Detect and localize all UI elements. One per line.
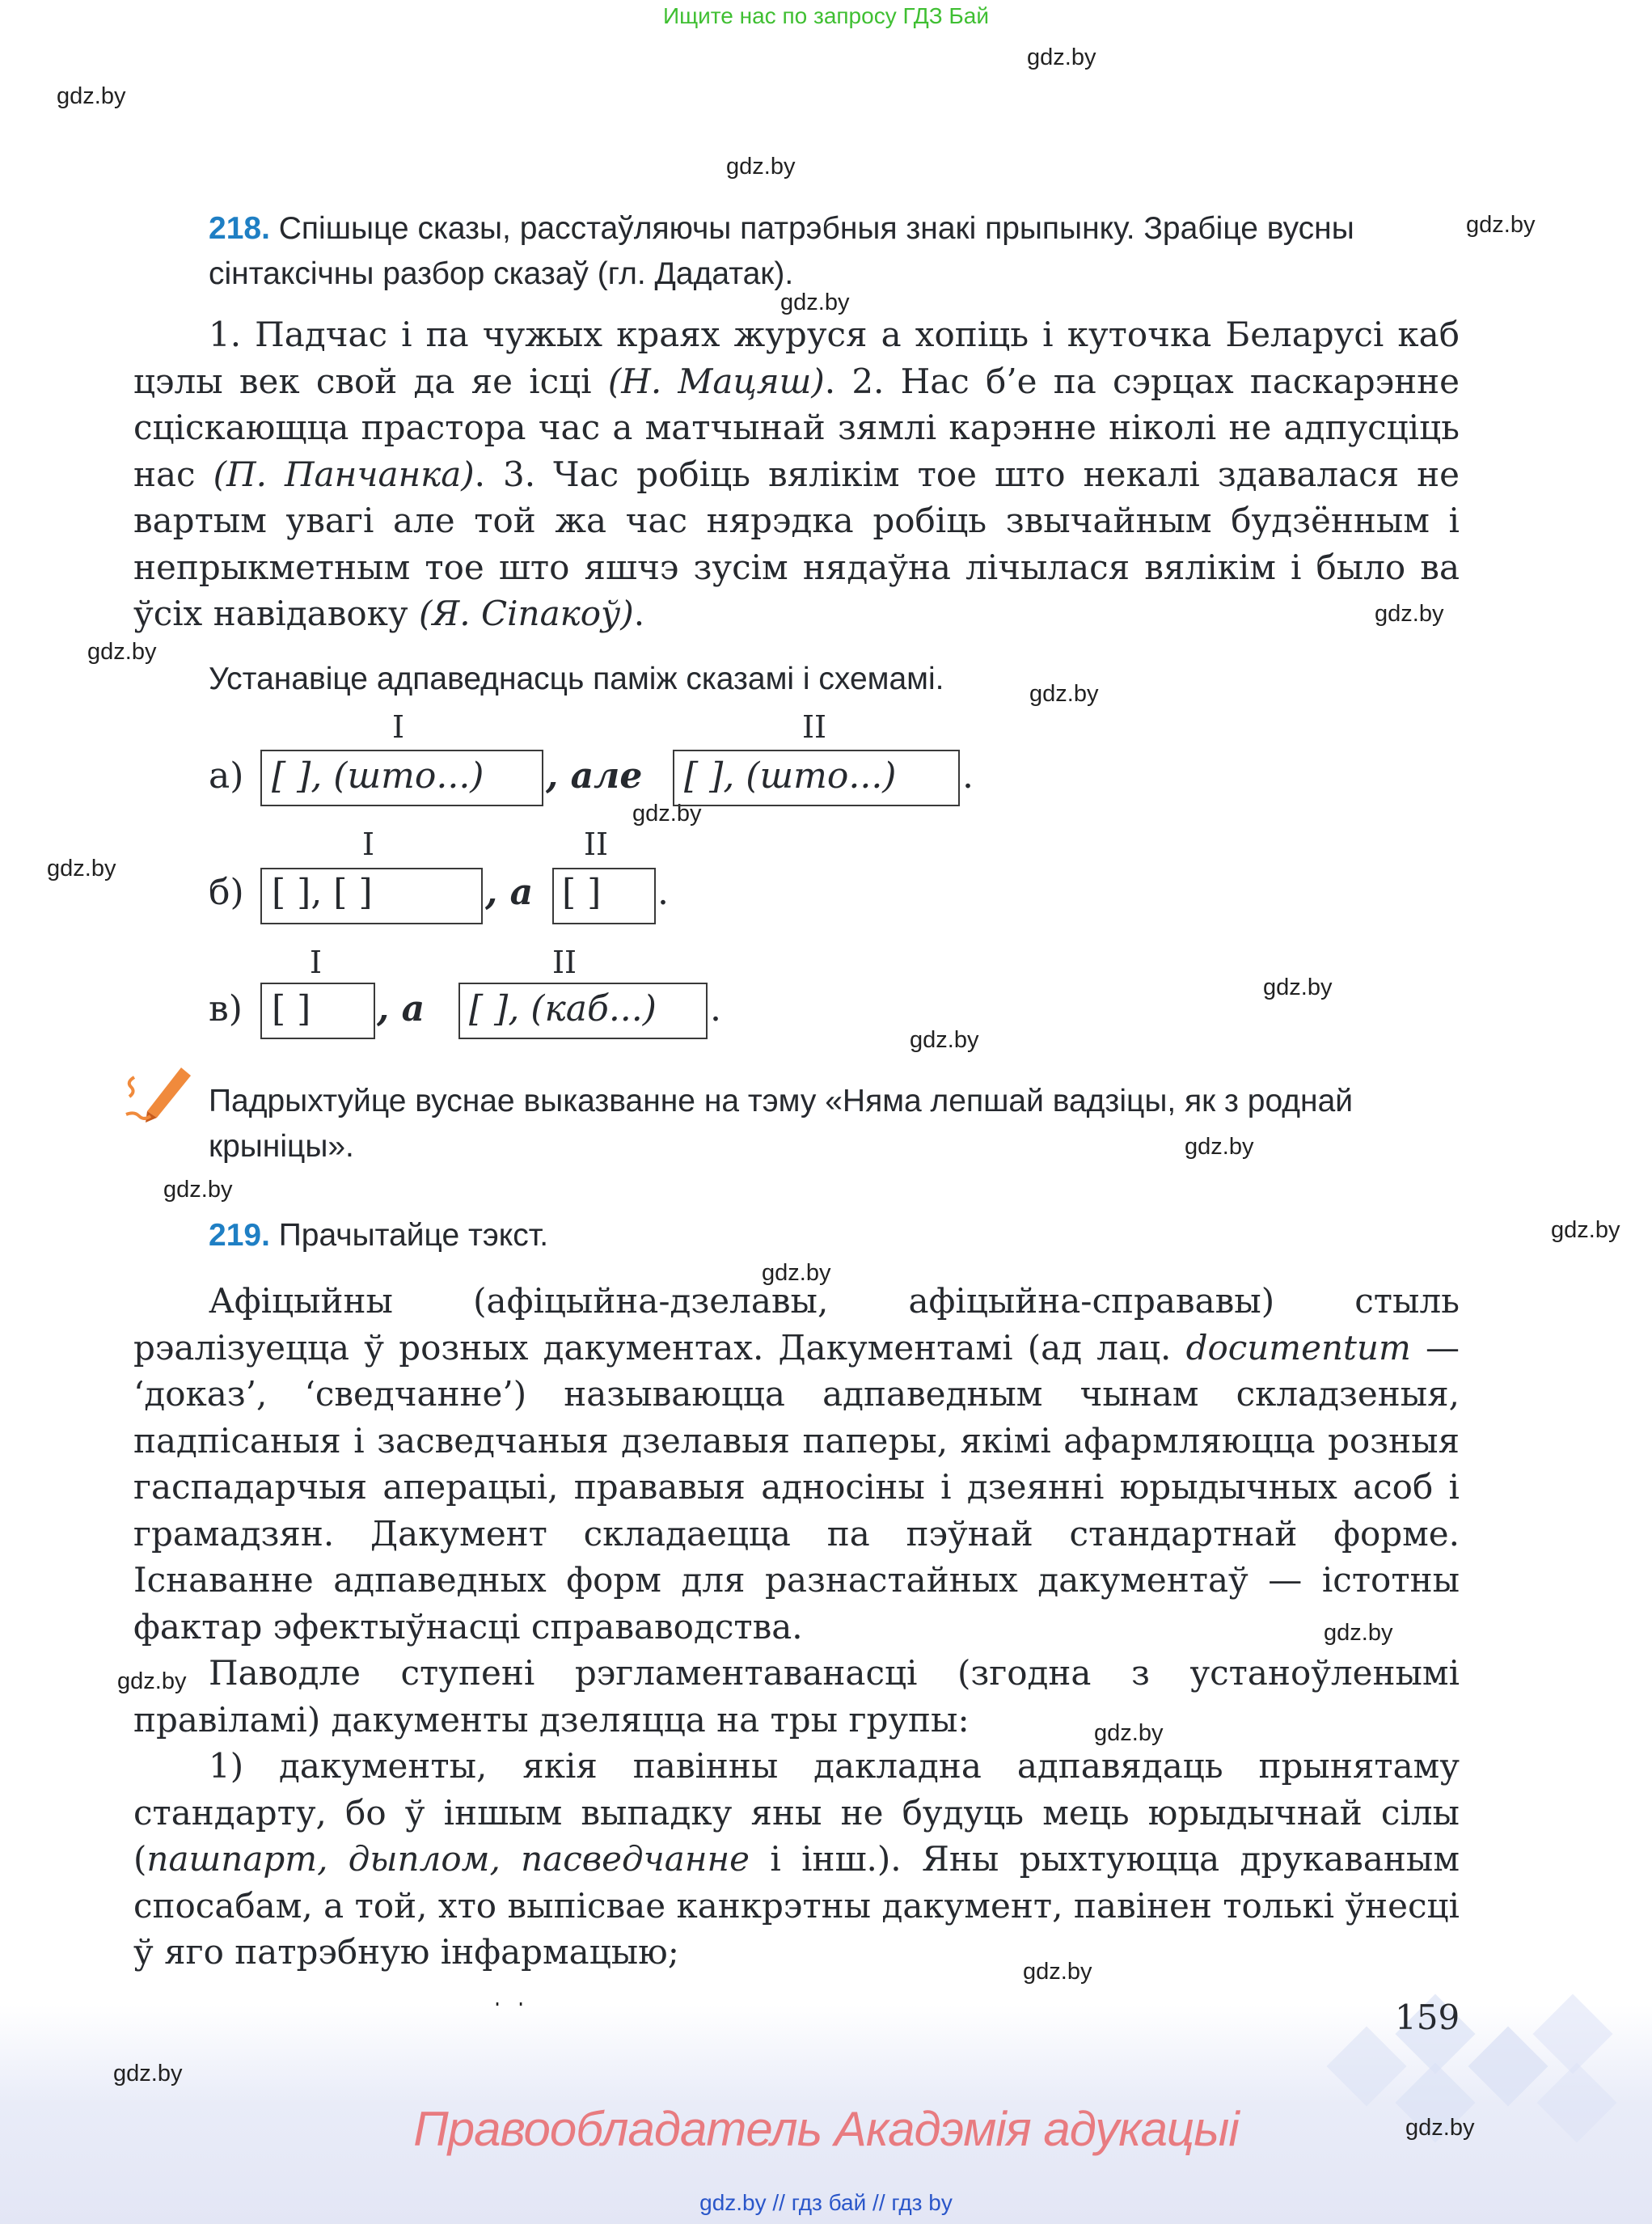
latin-term: documentum <box>1185 1327 1411 1368</box>
clause-number: I <box>392 709 405 745</box>
clause-number: I <box>310 945 323 980</box>
watermark: gdz.by <box>1405 2115 1475 2141</box>
watermark: gdz.by <box>726 154 796 180</box>
speech-task: Падрыхтуйце вуснае выказванне на тэму «Няма лепшай вадзіцы, як з роднай крыніцы». <box>209 1084 1354 1164</box>
task-219-paragraph-1: Афіцыйны (афіцыйна-дзелавы, афіцыйна-справавы) стыль рэалізуецца ў розных дакументах. Дакументамі (ад лац. documentum — ‘доказ’, ‘сведчанне’) называюцца адпаведным чынам складзеныя, падпісаныя і засведчаныя дзелавыя паперы, якімі афармляюцца розныя гаспадарчыя аперацыі, прававыя адносіны і дзеянні юрыдычных асоб і грамадзян. Дакумент складаецца па пэўнай стандартнай форме. Існаванне адпаведных форм для разнастайных дакументаў — істотны фактар эфектыўнасці справаводства. <box>133 1281 1460 1647</box>
sentence-end: . <box>633 594 645 633</box>
watermark: gdz.by <box>1324 1620 1393 1646</box>
instruction-text: Спішыце сказы, расстаўляючы патрэбныя знакі прыпынку. Зрабіце вусны сінтаксічны разбор сказаў (гл. Дадатак). <box>209 211 1354 291</box>
watermark: gdz.by <box>1263 975 1333 1000</box>
watermark: gdz.by <box>117 1668 187 1694</box>
scheme-end: . <box>657 872 669 913</box>
watermark: gdz.by <box>780 290 850 315</box>
rights-holder: Правообладатель Акадэмія адукацыі <box>413 2102 1239 2156</box>
watermark: gdz.by <box>1023 1959 1092 1985</box>
clause-number: II <box>552 945 577 980</box>
clause-number: I <box>362 827 375 862</box>
examples: пашпарт, дыплом, пасведчанне <box>146 1839 750 1879</box>
watermark: gdz.by <box>57 83 126 109</box>
scheme-clause-1: [ ], (што...) <box>272 755 484 797</box>
task-219-instruction <box>209 1213 1462 1258</box>
scheme-label: а) <box>209 755 244 797</box>
match-instruction: Устанавіце адпаведнасць паміж сказамі і схемамі. <box>209 662 944 696</box>
sentence-2: . 2. Нас б’е па сэрцах паскарэнне сціскающца прастора час а матчынай зямлі карэнне ніколі не адпусціць нас <box>133 361 1460 494</box>
watermark: gdz.by <box>113 2061 183 2087</box>
scheme-end: . <box>962 755 974 797</box>
scheme-label: в) <box>209 988 243 1030</box>
watermark: gdz.by <box>910 1027 979 1053</box>
sentence-1: 1. Падчас і па чужых краях журуся а хопіць і куточка Беларусі каб цэлы век свой да яе ісці <box>133 315 1460 401</box>
scheme-conjunction: , а <box>377 988 425 1030</box>
task-219-paragraph-3: 1) дакументы, якія павінны дакладна адпавядаць прынятаму стандарту, бо ў іншым выпадку яны не будуць мець юрыдычнай сілы (пашпарт, дыплом, пасведчанне і інш.). Яны рыхтуюцца друкаваным спосабам, а той, хто выпісвае канкрэтны дакумент, павінен толькі ўнесці ў яго патрэбную інфармацыю; <box>133 1746 1460 1972</box>
scheme-clause-2: [ ], (што...) <box>684 755 897 797</box>
pen-icon <box>123 1061 196 1130</box>
scheme-conjunction: , а <box>485 872 534 913</box>
watermark: gdz.by <box>1185 1134 1254 1160</box>
watermark: gdz.by <box>1094 1720 1164 1746</box>
task-218-instruction <box>209 206 1462 297</box>
scheme-label: б) <box>209 872 244 913</box>
author-citation: (П. Панчанка) <box>213 454 475 494</box>
instruction-text: Прачытайце тэкст. <box>278 1218 549 1253</box>
watermark: gdz.by <box>87 639 157 665</box>
task-219-paragraph-2: Паводле ступені рэгламентаванасці (згодна з устаноўленымі правіламі) дакументы дзеляцца на тры групы: <box>133 1653 1460 1740</box>
scheme-conjunction: , але <box>546 755 643 797</box>
task-number: 218. <box>209 211 270 246</box>
watermark: gdz.by <box>47 856 116 882</box>
page-number: 159 <box>1395 1998 1460 2037</box>
watermark: gdz.by <box>1029 681 1099 707</box>
watermark: gdz.by <box>762 1260 831 1286</box>
watermark: gdz.by <box>1466 212 1536 238</box>
bottom-links[interactable]: gdz.by // гдз бай // гдз by <box>699 2190 953 2215</box>
watermark: gdz.by <box>1375 601 1444 627</box>
clause-number: II <box>802 709 827 745</box>
scheme-clause-2: [ ] <box>562 872 602 913</box>
watermark: gdz.by <box>632 801 702 827</box>
scheme-clause-2: [ ], (каб...) <box>469 988 657 1030</box>
task-218-sentences <box>133 311 1460 637</box>
clause-number: II <box>584 827 609 862</box>
watermark: gdz.by <box>1027 44 1096 70</box>
top-search-note: Ищите нас по запросу ГДЗ Бай <box>662 3 990 28</box>
scheme-clause-1: [ ] <box>272 988 311 1030</box>
author-citation: (Н. Мацяш) <box>607 361 825 401</box>
task-number: 219. <box>209 1218 270 1253</box>
watermark: gdz.by <box>1551 1217 1620 1243</box>
watermark: gdz.by <box>163 1177 233 1203</box>
author-citation: (Я. Сіпакоў) <box>418 594 634 633</box>
sentence-3: . 3. Час робіць вялікім тое што некалі здавалася не вартым увагі але той жа час нярэдка робіць звычайным будзённым і непрыкметным тое што яшчэ зусім нядаўна лічылася вялікім і было ва ўсіх навідавоку <box>133 454 1460 633</box>
scheme-end: . <box>710 988 721 1030</box>
scheme-clause-1: [ ], [ ] <box>272 872 373 913</box>
